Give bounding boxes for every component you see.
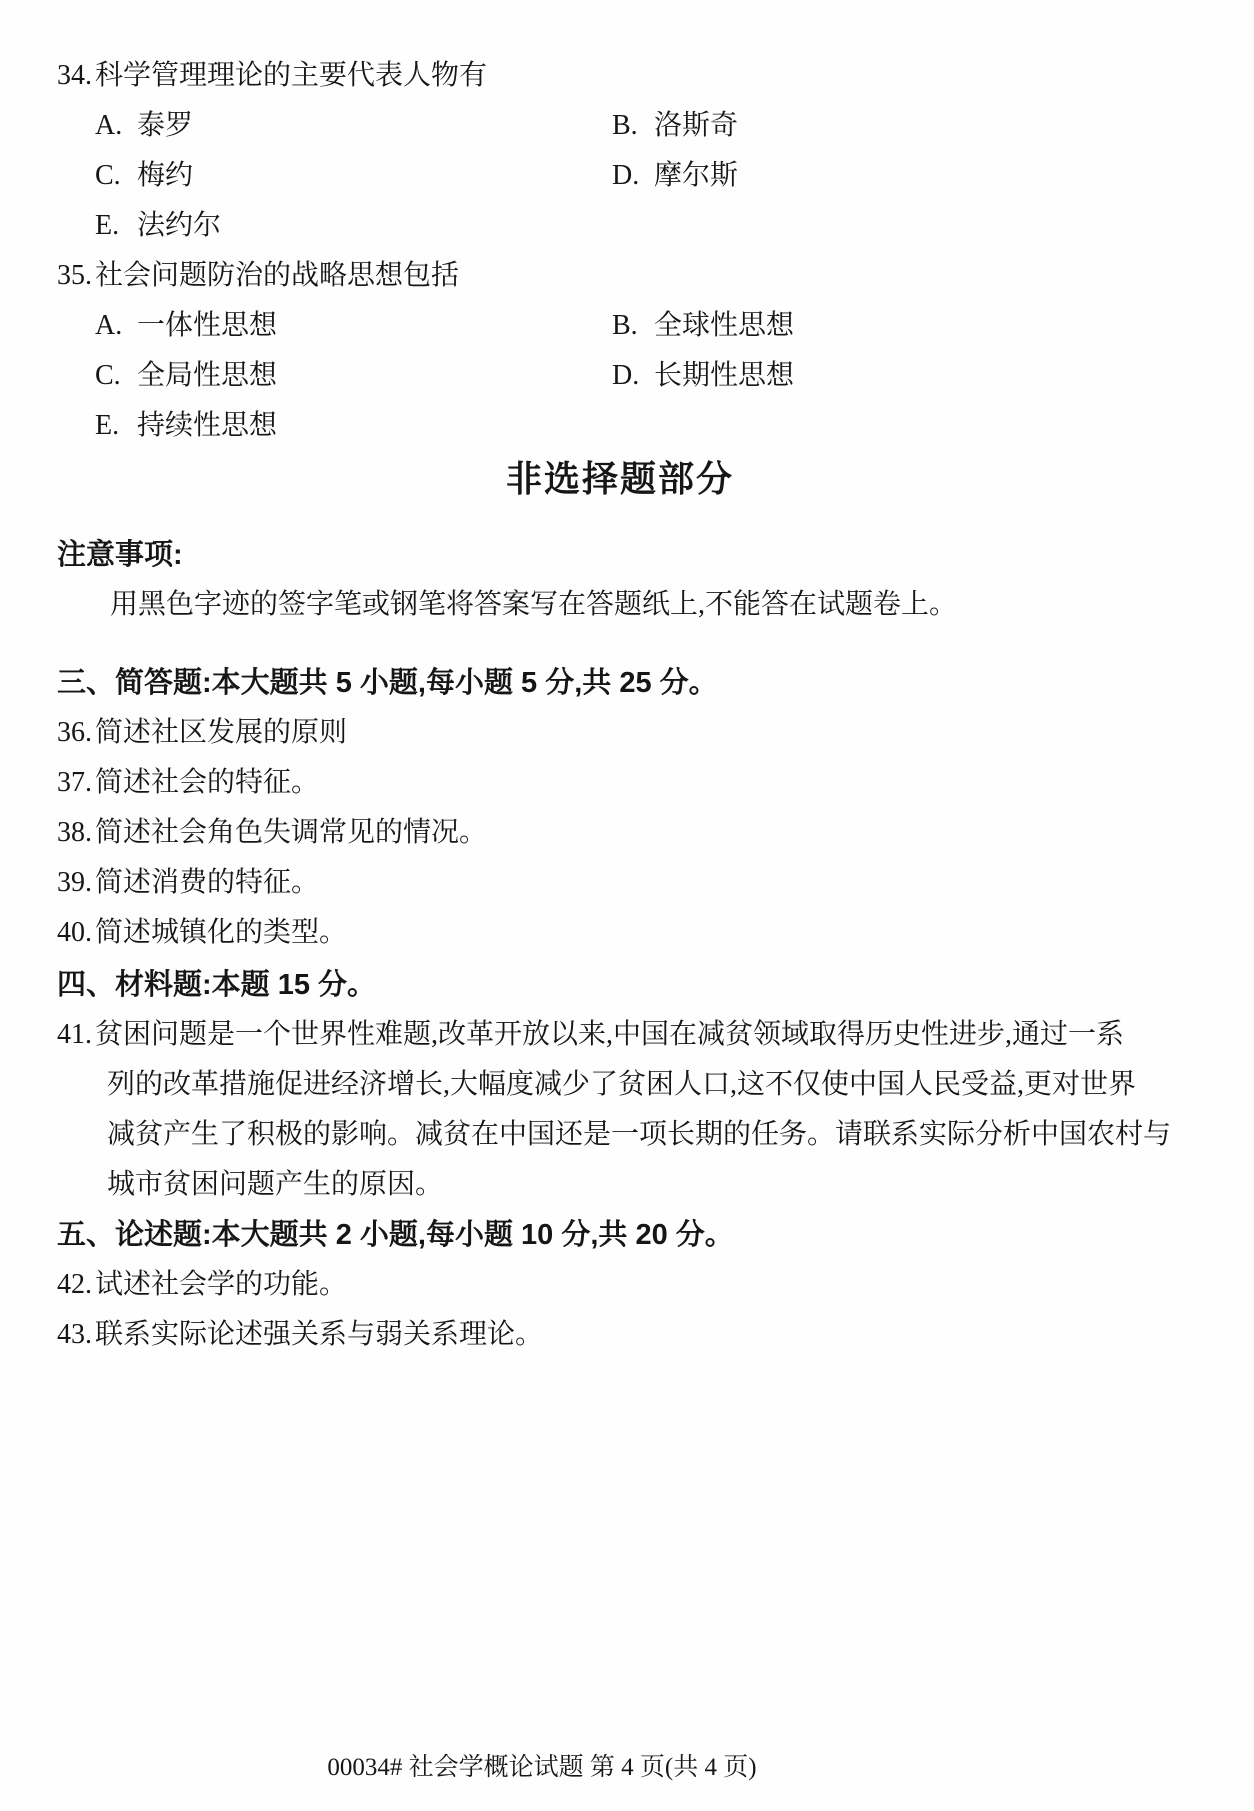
option-text: 全局性思想: [137, 360, 278, 391]
question-35-options-row-1: [57, 301, 1183, 351]
notice-body: 用黑色字迹的签字笔或钢笔将答案写在答题纸上,不能答在试题卷上。: [110, 589, 958, 620]
option-empty: [612, 401, 1183, 451]
option-label: A.: [95, 310, 123, 341]
option-label: D.: [612, 360, 640, 391]
option-34-c: [95, 151, 612, 201]
question-37: [57, 758, 1183, 808]
question-42-text: 试述社会学的功能。: [95, 1269, 348, 1300]
question-34: [57, 51, 1183, 101]
question-43-number: 43.: [57, 1319, 92, 1350]
option-35-c: [95, 351, 612, 401]
question-37-text: 简述社会的特征。: [95, 767, 320, 798]
option-text: 持续性思想: [137, 410, 278, 441]
option-34-e: [95, 201, 612, 251]
question-40-number: 40.: [57, 917, 92, 948]
option-label: E.: [95, 410, 120, 441]
question-39-number: 39.: [57, 867, 92, 898]
question-41-line-4: 城市贫困问题产生的原因。: [107, 1169, 444, 1200]
question-38-number: 38.: [57, 817, 92, 848]
question-36: [57, 708, 1183, 758]
question-41-line-1: [57, 1010, 1183, 1060]
question-39-text: 简述消费的特征。: [95, 867, 320, 898]
question-38-text: 简述社会角色失调常见的情况。: [95, 817, 488, 848]
page-footer: 00034# 社会学概论试题 第 4 页(共 4 页): [327, 1754, 757, 1781]
option-34-d: [612, 151, 1183, 201]
option-empty: [612, 201, 1183, 251]
option-34-b: [612, 101, 1183, 151]
question-43: [57, 1310, 1183, 1360]
question-36-text: 简述社区发展的原则: [95, 717, 348, 748]
option-text: 摩尔斯: [654, 160, 739, 191]
question-36-number: 36.: [57, 717, 92, 748]
question-35-options-row-3: [57, 401, 1183, 451]
material-heading: 四、材料题:本题 15 分。: [57, 969, 377, 1001]
option-label: C.: [95, 360, 121, 391]
option-text: 全球性思想: [654, 310, 795, 341]
short-answer-heading: 三、简答题:本大题共 5 小题,每小题 5 分,共 25 分。: [57, 667, 718, 699]
question-42-number: 42.: [57, 1269, 92, 1300]
question-34-number: 34.: [57, 60, 92, 91]
question-41-line-2: 列的改革措施促进经济增长,大幅度减少了贫困人口,这不仅使中国人民受益,更对世界: [107, 1069, 1137, 1100]
option-label: C.: [95, 160, 121, 191]
question-39: [57, 858, 1183, 908]
question-35-text: 社会问题防治的战略思想包括: [95, 260, 460, 291]
option-label: A.: [95, 110, 123, 141]
option-35-d: [612, 351, 1183, 401]
question-34-options-row-3: [57, 201, 1183, 251]
question-37-number: 37.: [57, 767, 92, 798]
question-35: [57, 251, 1183, 301]
option-text: 梅约: [137, 160, 194, 191]
option-35-a: [95, 301, 612, 351]
question-34-options-row-1: [57, 101, 1183, 151]
option-text: 长期性思想: [654, 360, 795, 391]
option-label: B.: [612, 310, 638, 341]
option-35-b: [612, 301, 1183, 351]
question-35-number: 35.: [57, 260, 92, 291]
question-40-text: 简述城镇化的类型。: [95, 917, 348, 948]
question-34-text: 科学管理理论的主要代表人物有: [95, 60, 488, 91]
question-43-text: 联系实际论述强关系与弱关系理论。: [95, 1319, 544, 1350]
option-label: D.: [612, 160, 640, 191]
option-text: 一体性思想: [137, 310, 278, 341]
option-text: 洛斯奇: [654, 110, 739, 141]
option-label: E.: [95, 210, 120, 241]
option-text: 泰罗: [137, 110, 194, 141]
section-title: 非选择题部分: [505, 458, 734, 499]
notice-heading: 注意事项:: [57, 539, 183, 571]
question-41-number: 41.: [57, 1019, 92, 1050]
question-41-line-3: 减贫产生了积极的影响。减贫在中国还是一项长期的任务。请联系实际分析中国农村与: [107, 1119, 1172, 1150]
question-42: [57, 1260, 1183, 1310]
question-41-text-line-1: 贫困问题是一个世界性难题,改革开放以来,中国在减贫领域取得历史性进步,通过一系: [95, 1019, 1125, 1050]
option-text: 法约尔: [137, 210, 222, 241]
question-35-options-row-2: [57, 351, 1183, 401]
option-34-a: [95, 101, 612, 151]
option-35-e: [95, 401, 612, 451]
question-34-options-row-2: [57, 151, 1183, 201]
option-label: B.: [612, 110, 638, 141]
question-40: [57, 908, 1183, 958]
essay-heading: 五、论述题:本大题共 2 小题,每小题 10 分,共 20 分。: [57, 1219, 734, 1251]
question-38: [57, 808, 1183, 858]
